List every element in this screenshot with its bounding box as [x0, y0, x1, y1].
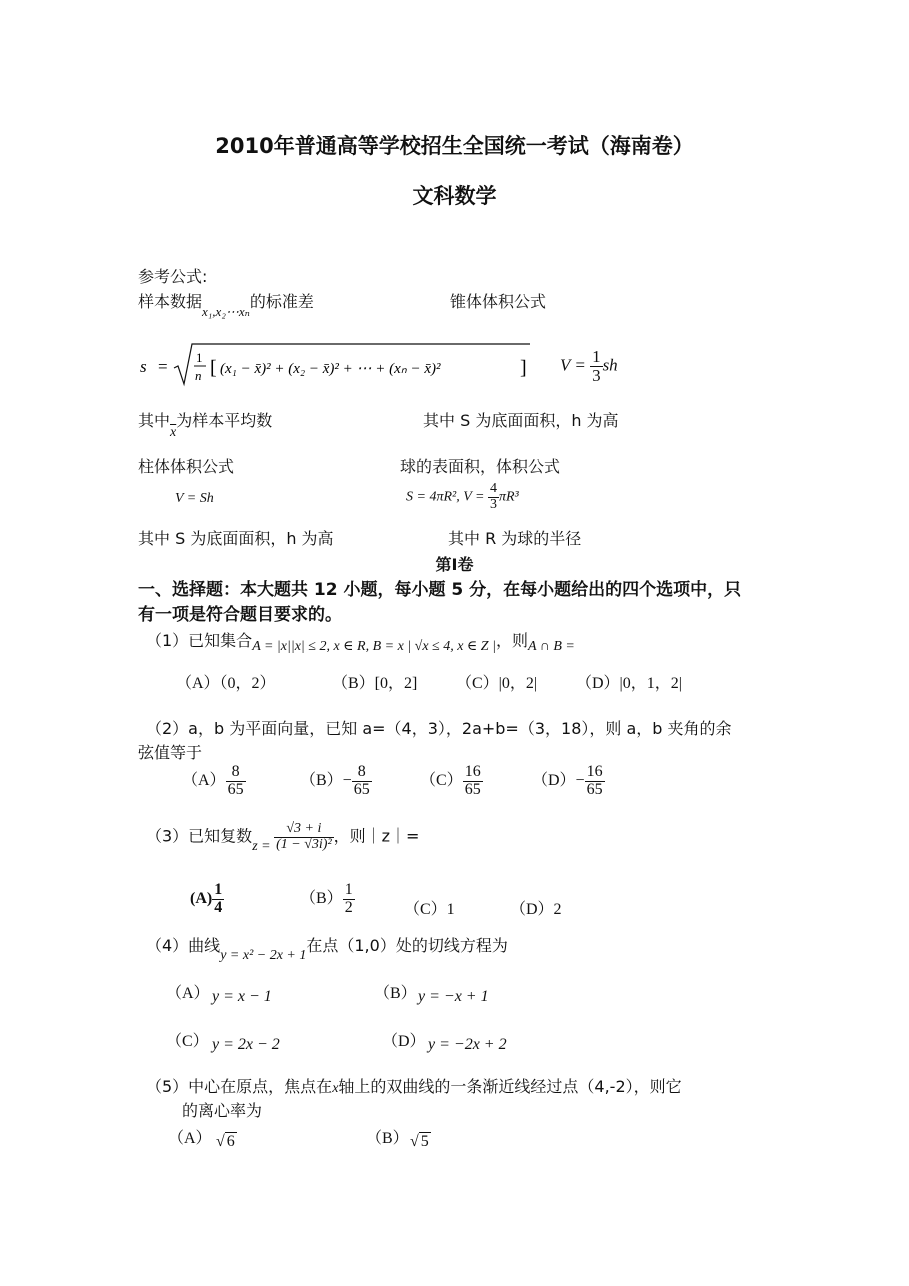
q2-opt-a-frac: [226, 764, 246, 799]
q2-opt-b-num: 8: [357, 763, 366, 780]
q1-stem-text: （1）已知集合: [146, 631, 253, 650]
cone-frac-den: 3: [592, 365, 601, 385]
mean-note-a: 其中: [138, 411, 171, 430]
q5-line2: 的离心率为: [182, 1101, 263, 1120]
prism-note: 其中 S 为底面面积，h 为高: [138, 529, 334, 548]
q2-opt-d-label: （D）−: [532, 771, 585, 789]
q4-option-b[interactable]: y = −x + 1: [418, 988, 489, 1005]
cone-fraction: [590, 348, 603, 385]
cone-formula-rhs: sh: [602, 355, 618, 375]
prism-formula: V = Sh: [175, 491, 214, 506]
q2-opt-a-den: 65: [227, 780, 244, 798]
sphere-frac-den: 3: [489, 496, 497, 512]
std-sample: x₁,x₂⋯xₙ: [202, 304, 250, 319]
q5-opt-b-radicand: 5: [420, 1133, 429, 1150]
q5-line1: [146, 1074, 682, 1097]
q3-opt-a-frac: [212, 882, 224, 917]
q4-option-a-label: （A）: [166, 985, 210, 1002]
std-label: [138, 289, 314, 319]
svg-text:1: 1: [196, 350, 203, 365]
std-formula: [138, 340, 538, 394]
q3-opt-a-den: 4: [214, 898, 223, 916]
q2-line1: （2）a，b 为平面向量，已知 a=（4，3），2a+b=（3，18），则 a，b 夹角的余: [146, 719, 732, 738]
q1-option-c[interactable]: （C）|0，2|: [456, 675, 538, 692]
q3-opt-b-frac: [343, 882, 355, 917]
q2-line2: 弦值等于: [138, 743, 203, 762]
sphere-formula: [406, 482, 519, 512]
part-label: 第Ⅰ卷: [435, 555, 474, 574]
svg-text:[: [: [210, 357, 217, 379]
q3-option-b[interactable]: [300, 882, 355, 917]
q1-tail: ，则: [495, 631, 528, 650]
page-title: 2010年普通高等学校招生全国统一考试（海南卷）: [215, 134, 694, 158]
q5-x: x: [332, 1081, 339, 1096]
q2-opt-c-label: （C）: [420, 771, 463, 789]
reference-heading: 参考公式:: [138, 267, 208, 286]
q2-option-a[interactable]: [182, 764, 246, 799]
svg-text:=: =: [158, 357, 168, 376]
mean-note: [138, 408, 273, 440]
q5-option-b[interactable]: [410, 1132, 431, 1151]
std-label-a: 样本数据: [138, 292, 203, 311]
svg-text:]: ]: [520, 357, 527, 379]
q1-option-d[interactable]: （D）|0，1，2|: [576, 675, 682, 692]
cone-formula: [560, 348, 618, 385]
q2-opt-a-label: （A）: [182, 771, 226, 789]
q2-opt-d-den: 65: [586, 780, 603, 798]
q2-option-d[interactable]: [532, 764, 605, 799]
q3-stem: [146, 822, 419, 852]
q5-opt-a-radicand: 6: [226, 1133, 235, 1150]
sphere-label: 球的表面积，体积公式: [400, 457, 561, 476]
q5-option-a[interactable]: [216, 1132, 237, 1151]
q3-opt-b-num: 1: [344, 881, 353, 898]
q2-opt-c-frac: [463, 764, 483, 799]
q2-opt-b-label: （B）−: [300, 771, 352, 789]
q3-opt-a-num: 1: [214, 881, 223, 898]
q3-fraction: [274, 822, 334, 852]
section-heading-line1: 一、选择题：本大题共 12 小题，每小题 5 分，在每小题给出的四个选项中，只: [138, 580, 742, 600]
q5-opt-a-sqrt: [216, 1132, 237, 1151]
svg-text:(x₁ − x̄)² + (x₂ − x̄)² + ⋯ +: (x₁ − x̄)² + (x₂ − x̄)² + ⋯ + (xₙ − x̄)²: [220, 361, 441, 377]
q3-option-d[interactable]: （D）2: [510, 901, 562, 918]
std-formula-svg: [138, 340, 538, 390]
sphere-formula-b: πR³: [498, 489, 519, 505]
q4-option-c-label: （C）: [166, 1033, 209, 1050]
section-heading-line2: 有一项是符合题目要求的。: [138, 605, 342, 625]
svg-text:n: n: [195, 368, 202, 383]
sqrt-icon: √: [216, 1133, 225, 1150]
q3-frac-den: (1 − √3i)²: [276, 836, 332, 852]
q4-curve: y = x² − 2x + 1: [220, 948, 307, 963]
mean-x-bar: $\overline{x}$: [170, 425, 177, 440]
cone-formula-lhs: V =: [560, 355, 591, 375]
sphere-frac-num: 4: [489, 481, 497, 496]
q2-opt-c-den: 65: [464, 780, 481, 798]
q2-opt-a-num: 8: [231, 763, 240, 780]
prism-label: 柱体体积公式: [138, 457, 235, 476]
q5-line1-a: （5）中心在原点，焦点在: [146, 1077, 333, 1096]
sphere-fraction: [488, 482, 499, 512]
q2-opt-d-frac: [585, 764, 605, 799]
q1-tail-formula: A ∩ B =: [527, 639, 575, 654]
q4-option-c[interactable]: y = 2x − 2: [212, 1036, 280, 1053]
q3-frac-num: √3 + i: [286, 821, 322, 836]
cone-note: 其中 S 为底面面积，h 为高: [423, 411, 619, 430]
q3-tail: ，则｜z｜=: [333, 826, 420, 846]
q2-opt-b-den: 65: [353, 780, 370, 798]
q5-line1-b: 轴上的双曲线的一条渐近线经过点（4,-2），则它: [338, 1077, 682, 1096]
q4-option-b-label: （B）: [374, 985, 417, 1002]
q5-option-a-label: （A）: [168, 1130, 212, 1147]
std-label-b: 的标准差: [249, 292, 314, 311]
q4-option-a[interactable]: y = x − 1: [212, 988, 272, 1005]
q2-opt-d-num: 16: [586, 763, 603, 780]
q4-stem: [146, 933, 508, 963]
q2-opt-b-frac: [352, 764, 372, 799]
sphere-note: 其中 R 为球的半径: [448, 529, 582, 548]
svg-text:s: s: [140, 357, 147, 376]
sqrt-icon: √: [410, 1133, 419, 1150]
q2-option-b[interactable]: [300, 764, 372, 799]
q3-opt-b-label: （B）: [300, 889, 343, 907]
q4-stem-text: （4）曲线: [146, 936, 221, 955]
sphere-formula-a: S = 4πR², V =: [406, 489, 488, 505]
q2-opt-c-num: 16: [464, 763, 481, 780]
cone-frac-num: 1: [592, 347, 601, 366]
page-subtitle: 文科数学: [412, 184, 497, 208]
q3-opt-a-label: (A): [190, 889, 213, 907]
q5-opt-b-sqrt: [410, 1132, 431, 1151]
q1-stem: [146, 628, 575, 654]
q1-option-b[interactable]: （B）[0，2]: [332, 675, 418, 692]
q1-formula: A = |x||x| ≤ 2, x ∈ R, B = x | √x ≤ 4, x ∈ Z |: [252, 639, 496, 654]
q5-option-b-label: （B）: [366, 1130, 409, 1147]
q3-option-c[interactable]: （C）1: [404, 901, 455, 918]
cone-label: 锥体体积公式: [450, 292, 547, 311]
q4-option-d-label: （D）: [382, 1033, 426, 1050]
q2-option-c[interactable]: [420, 764, 483, 799]
q3-option-a[interactable]: [190, 882, 224, 917]
mean-note-b: 为样本平均数: [176, 411, 273, 430]
q3-stem-text: （3）已知复数: [146, 826, 253, 846]
q1-option-a[interactable]: （A）（0，2）: [176, 675, 276, 692]
q4-option-d[interactable]: y = −2x + 2: [428, 1036, 507, 1053]
q3-z: z =: [252, 838, 275, 854]
q4-tail: 在点（1,0）处的切线方程为: [306, 936, 508, 955]
q3-opt-b-den: 2: [344, 898, 353, 916]
